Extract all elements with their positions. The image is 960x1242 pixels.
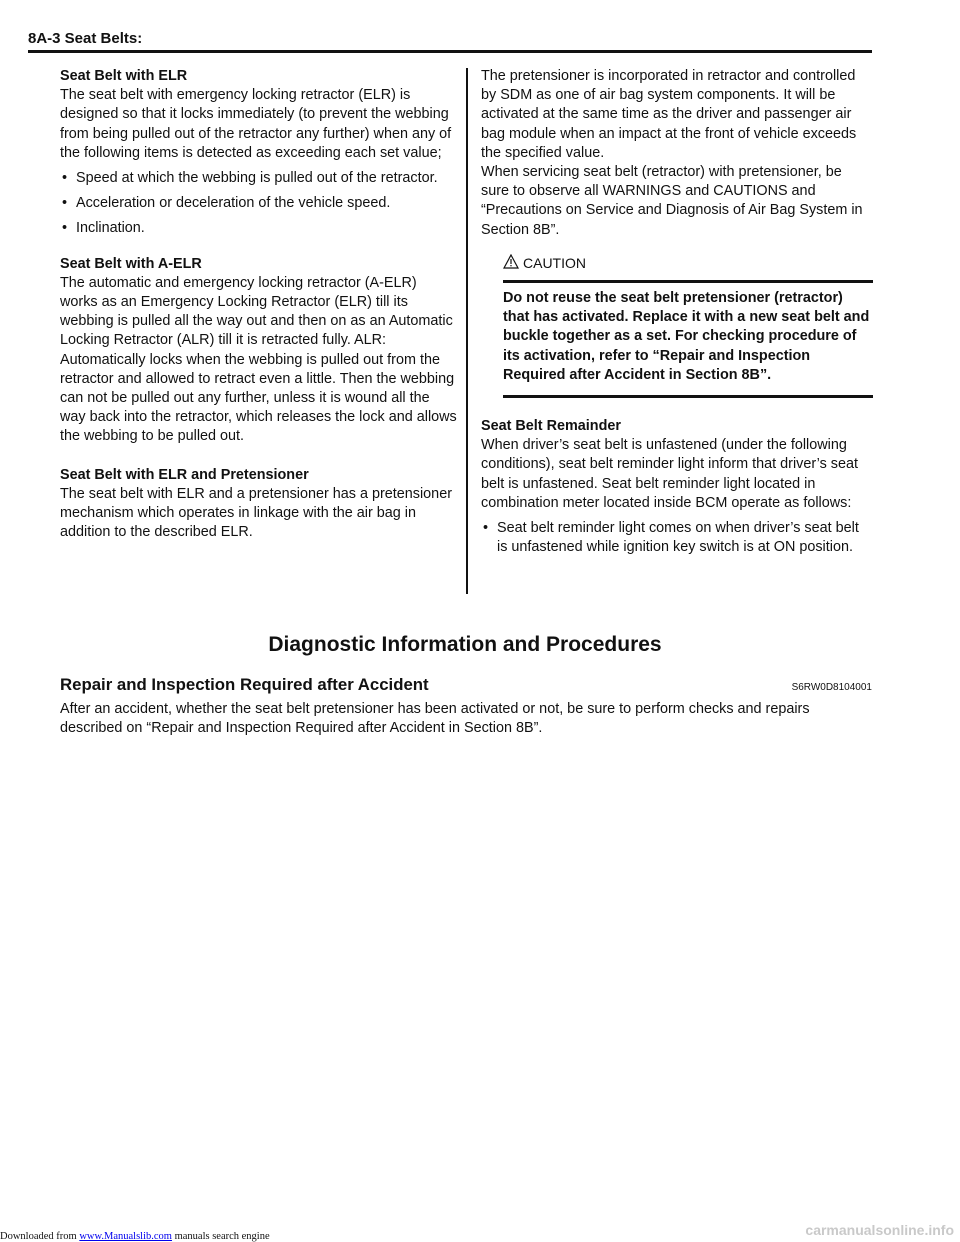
elr-bullet-list xyxy=(60,169,458,239)
servicing-note: When servicing seat belt (retractor) with pretensioner, be sure to observe all WARNINGS and CAUTIONS and “Precautions on Service and Diagnosis of Air Bag System in Section 8B”. xyxy=(481,164,863,238)
elr-text: The seat belt with emergency locking retractor (ELR) is designed so that it locks immediately (to prevent the webbing from being pulled out of the retractor any further) when any of the following items is detected as exceeding each set value; xyxy=(60,87,452,161)
section-code: S6RW0D8104001 xyxy=(791,682,872,693)
section-title: Diagnostic Information and Procedures xyxy=(268,633,662,656)
subsection-text: After an accident, whether the seat belt pretensioner has been activated or not, be sure to perform checks and repairs described on “Repair and Inspection Required after Accident in Section 8B”. xyxy=(60,701,810,737)
elr-heading: Seat Belt with ELR xyxy=(60,68,188,84)
watermark: carmanualsonline.info xyxy=(805,1222,954,1238)
pretensioner-heading: Seat Belt with ELR and Pretensioner xyxy=(60,466,309,483)
caution-header xyxy=(503,254,873,283)
download-footer xyxy=(0,1231,270,1242)
aelr-heading: Seat Belt with A-ELR xyxy=(60,255,202,272)
remainder-bullet-list xyxy=(481,519,873,557)
list-item: • Speed at which the webbing is pulled out of the retractor. xyxy=(60,169,458,188)
remainder-text: When driver’s seat belt is unfastened (under the following conditions), seat belt reminder light inform that driver’s seat belt is unfastened. Seat belt reminder light located in combination meter located inside BCM operate as follows: xyxy=(481,437,858,511)
subsection-header xyxy=(60,675,872,695)
footer-suffix: manuals search engine xyxy=(171,1231,270,1242)
left-column xyxy=(60,67,458,542)
aelr-text: The automatic and emergency locking retractor (A-ELR) works as an Emergency Locking Retractor (ELR) till its webbing is pulled all the way out and then on as an Automatic Locking Retractor (ALR) till it is retracted fully. ALR: Automatically locks when the webbing is pulled out from the retractor and allowed to retract even a little. Then the webbing can not be pulled out any further, unless it is wound all the way back into the retractor, which releases the lock and allows the webbing to be pulled out. xyxy=(60,274,457,445)
manualslib-link[interactable]: www.Manualslib.com xyxy=(79,1231,172,1242)
caution-text: Do not reuse the seat belt pretensioner (retractor) that has activated. Replace it with a new seat belt and buckle together as a set. For checking procedure of its activation, refer to “Repair and Inspection Required after Accident in Section 8B”. xyxy=(503,283,873,398)
list-item: • Acceleration or deceleration of the vehicle speed. xyxy=(60,194,458,213)
page-header-title: 8A-3 Seat Belts: xyxy=(28,30,143,47)
caution-box xyxy=(503,254,873,398)
caution-label: CAUTION xyxy=(523,255,586,272)
column-divider xyxy=(466,68,468,594)
remainder-heading: Seat Belt Remainder xyxy=(481,418,621,435)
pretensioner-text: The seat belt with ELR and a pretensioner has a pretensioner mechanism which operates in linkage with the air bag in addition to the described ELR. xyxy=(60,485,452,541)
subsection-title: Repair and Inspection Required after Accident xyxy=(60,675,429,694)
list-item: • Inclination. xyxy=(60,219,458,238)
right-column xyxy=(481,67,873,563)
footer-prefix: Downloaded from xyxy=(0,1231,80,1242)
pretensioner-intro: The pretensioner is incorporated in retractor and controlled by SDM as one of air bag system components. It will be activated at the same time as the driver and passenger air bag module when an impact at the front of vehicle exceeds the specified value. xyxy=(481,68,857,161)
warning-triangle-icon xyxy=(503,254,519,274)
page-header xyxy=(28,26,872,53)
list-item: • Seat belt reminder light comes on when driver’s seat belt is unfastened while ignition key switch is at ON position. xyxy=(481,519,873,557)
